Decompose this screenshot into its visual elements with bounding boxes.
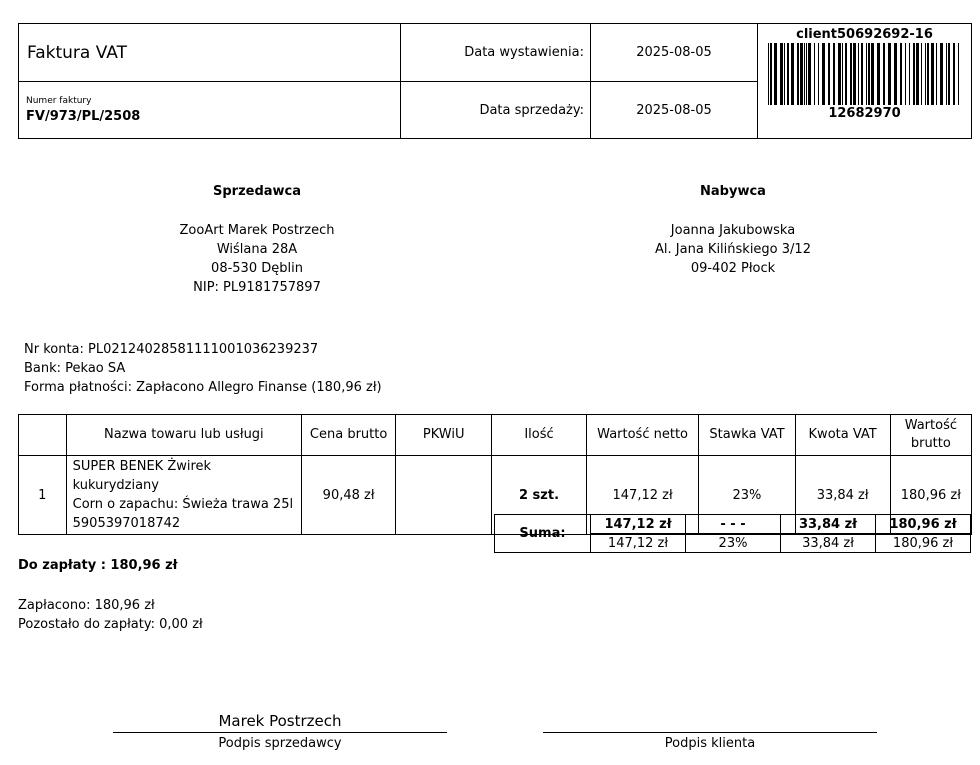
barcode-bar: [958, 43, 959, 105]
row-pkwiu: [396, 456, 492, 535]
barcode-image: [766, 43, 964, 105]
summary-total-row: [495, 515, 971, 534]
barcode-bar: [833, 43, 835, 105]
barcode-bar: [828, 43, 830, 105]
seller-signature-label: Podpis sprzedawcy: [218, 736, 342, 751]
barcode-bar: [784, 43, 785, 105]
payment-info: [24, 340, 382, 397]
seller-heading: Sprzedawca: [212, 184, 302, 199]
barcode-bar: [916, 43, 919, 105]
barcode-bar: [768, 43, 769, 105]
col-qty: Ilość: [492, 415, 587, 456]
row-price: 90,48 zł: [302, 456, 396, 535]
row-gross: 180,96 zł: [890, 456, 971, 535]
barcode-bar: [774, 43, 777, 105]
invoice-title: Faktura VAT: [19, 24, 401, 82]
barcode-bar: [853, 43, 856, 105]
barcode-bar: [866, 43, 867, 105]
barcode-cell: [758, 24, 972, 139]
barcode-bar: [936, 43, 937, 105]
barcode-bar: [806, 43, 807, 105]
seller-block: [107, 182, 407, 297]
invoice-header: [18, 23, 972, 139]
row-name-line1: SUPER BENEK Żwirek kukurydziany: [72, 459, 212, 493]
buyer-street: Al. Jana Kilińskiego 3/12: [655, 242, 811, 257]
barcode-bar: [868, 43, 870, 105]
barcode-bar: [931, 43, 934, 105]
barcode-bar: [842, 43, 843, 105]
barcode-bar: [780, 43, 783, 105]
barcode-bar: [791, 43, 794, 105]
barcode-bar: [861, 43, 863, 105]
row-lp: 1: [19, 456, 67, 535]
row-net: 147,12 zł: [586, 456, 699, 535]
barcode-bar: [871, 43, 874, 105]
barcode-bar: [888, 43, 891, 105]
summary-rate-net: 147,12 zł: [591, 534, 686, 553]
payment-status: [18, 596, 203, 634]
buyer-name: Joanna Jakubowska: [670, 223, 796, 238]
sale-date-label: Data sprzedaży:: [401, 82, 591, 139]
barcode-bar: [925, 43, 926, 105]
summary-rate-vat: 33,84 zł: [781, 534, 876, 553]
row-vat-amount: 33,84 zł: [795, 456, 890, 535]
invoice-number-label: Numer faktury: [26, 96, 92, 106]
barcode-bar: [770, 43, 772, 105]
barcode-bar: [946, 43, 947, 105]
summary-total-gross: 180,96 zł: [876, 515, 971, 534]
barcode-bar: [948, 43, 950, 105]
row-name: [66, 456, 301, 535]
summary-total-vat: 33,84 zł: [781, 515, 876, 534]
barcode-client-id: client50692692-16: [796, 27, 933, 42]
summary-total-rate: - - -: [686, 515, 781, 534]
col-lp: [19, 415, 67, 456]
barcode-bar: [850, 43, 852, 105]
issue-date: 2025-08-05: [591, 24, 758, 82]
col-vat-rate: Stawka VAT: [699, 415, 795, 456]
col-pkwiu: PKWiU: [396, 415, 492, 456]
barcode-bar: [804, 43, 805, 105]
barcode-bar: [800, 43, 803, 105]
summary-table: [494, 514, 971, 553]
barcode-bar: [940, 43, 943, 105]
barcode-bar: [858, 43, 859, 105]
barcode-bar: [953, 43, 955, 105]
summary-label: Suma:: [495, 515, 591, 553]
barcode-bar: [822, 43, 825, 105]
summary-rate-gross: 180,96 zł: [876, 534, 971, 553]
client-signature-line: [543, 732, 877, 733]
seller-signature-line: [113, 732, 447, 733]
amount-paid: Zapłacono: 180,96 zł: [18, 598, 155, 613]
barcode-number: 12682970: [828, 106, 901, 121]
barcode-bar: [808, 43, 811, 105]
barcode-bar: [814, 43, 815, 105]
barcode-bar: [909, 43, 910, 105]
barcode-bar: [845, 43, 847, 105]
summary-total-net: 147,12 zł: [591, 515, 686, 534]
barcode-bar: [905, 43, 906, 105]
row-qty: 2 szt.: [492, 456, 587, 535]
issue-date-label: Data wystawienia:: [401, 24, 591, 82]
barcode-bar: [900, 43, 902, 105]
col-name: Nazwa towaru lub usługi: [66, 415, 301, 456]
buyer-block: [583, 182, 883, 278]
barcode-bar: [927, 43, 929, 105]
payment-method: Forma płatności: Zapłacono Allegro Finanse (180,96 zł): [24, 380, 382, 395]
client-signature-label: Podpis klienta: [664, 736, 756, 751]
summary-rate: 23%: [686, 534, 781, 553]
amount-due: Do zapłaty : 180,96 zł: [18, 558, 178, 573]
barcode-bar: [913, 43, 915, 105]
items-header-row: [19, 415, 972, 456]
invoice-number-cell: [19, 82, 401, 139]
row-name-line2: Corn o zapachu: Świeża trawa 25l: [72, 497, 294, 512]
barcode-bar: [787, 43, 789, 105]
buyer-city: 09-402 Płock: [690, 261, 776, 276]
col-gross: Wartość brutto: [890, 415, 971, 456]
seller-nip: NIP: PL9181757897: [193, 280, 321, 295]
row-ean: 5905397018742: [72, 516, 181, 531]
seller-street: Wiślana 28A: [216, 242, 298, 257]
bank-name: Bank: Pekao SA: [24, 361, 126, 376]
barcode-bar: [921, 43, 922, 105]
col-price: Cena brutto: [302, 415, 396, 456]
row-vat-rate: 23%: [699, 456, 795, 535]
barcode-bar: [838, 43, 841, 105]
invoice-number: FV/973/PL/2508: [26, 109, 141, 124]
col-vat-amount: Kwota VAT: [795, 415, 890, 456]
seller-signature-name: Marek Postrzech: [218, 712, 342, 730]
sale-date: 2025-08-05: [591, 82, 758, 139]
barcode-bar: [894, 43, 897, 105]
buyer-heading: Nabywca: [700, 184, 766, 199]
barcode-bar: [877, 43, 880, 105]
seller-name: ZooArt Marek Postrzech: [179, 223, 335, 238]
amount-remaining: Pozostało do zapłaty: 0,00 zł: [18, 617, 203, 632]
seller-city: 08-530 Dęblin: [211, 261, 303, 276]
barcode-bar: [883, 43, 885, 105]
col-net: Wartość netto: [586, 415, 699, 456]
barcode-bar: [797, 43, 799, 105]
barcode-bar: [818, 43, 819, 105]
account-number: Nr konta: PL02124028581111001036239237: [24, 342, 319, 357]
